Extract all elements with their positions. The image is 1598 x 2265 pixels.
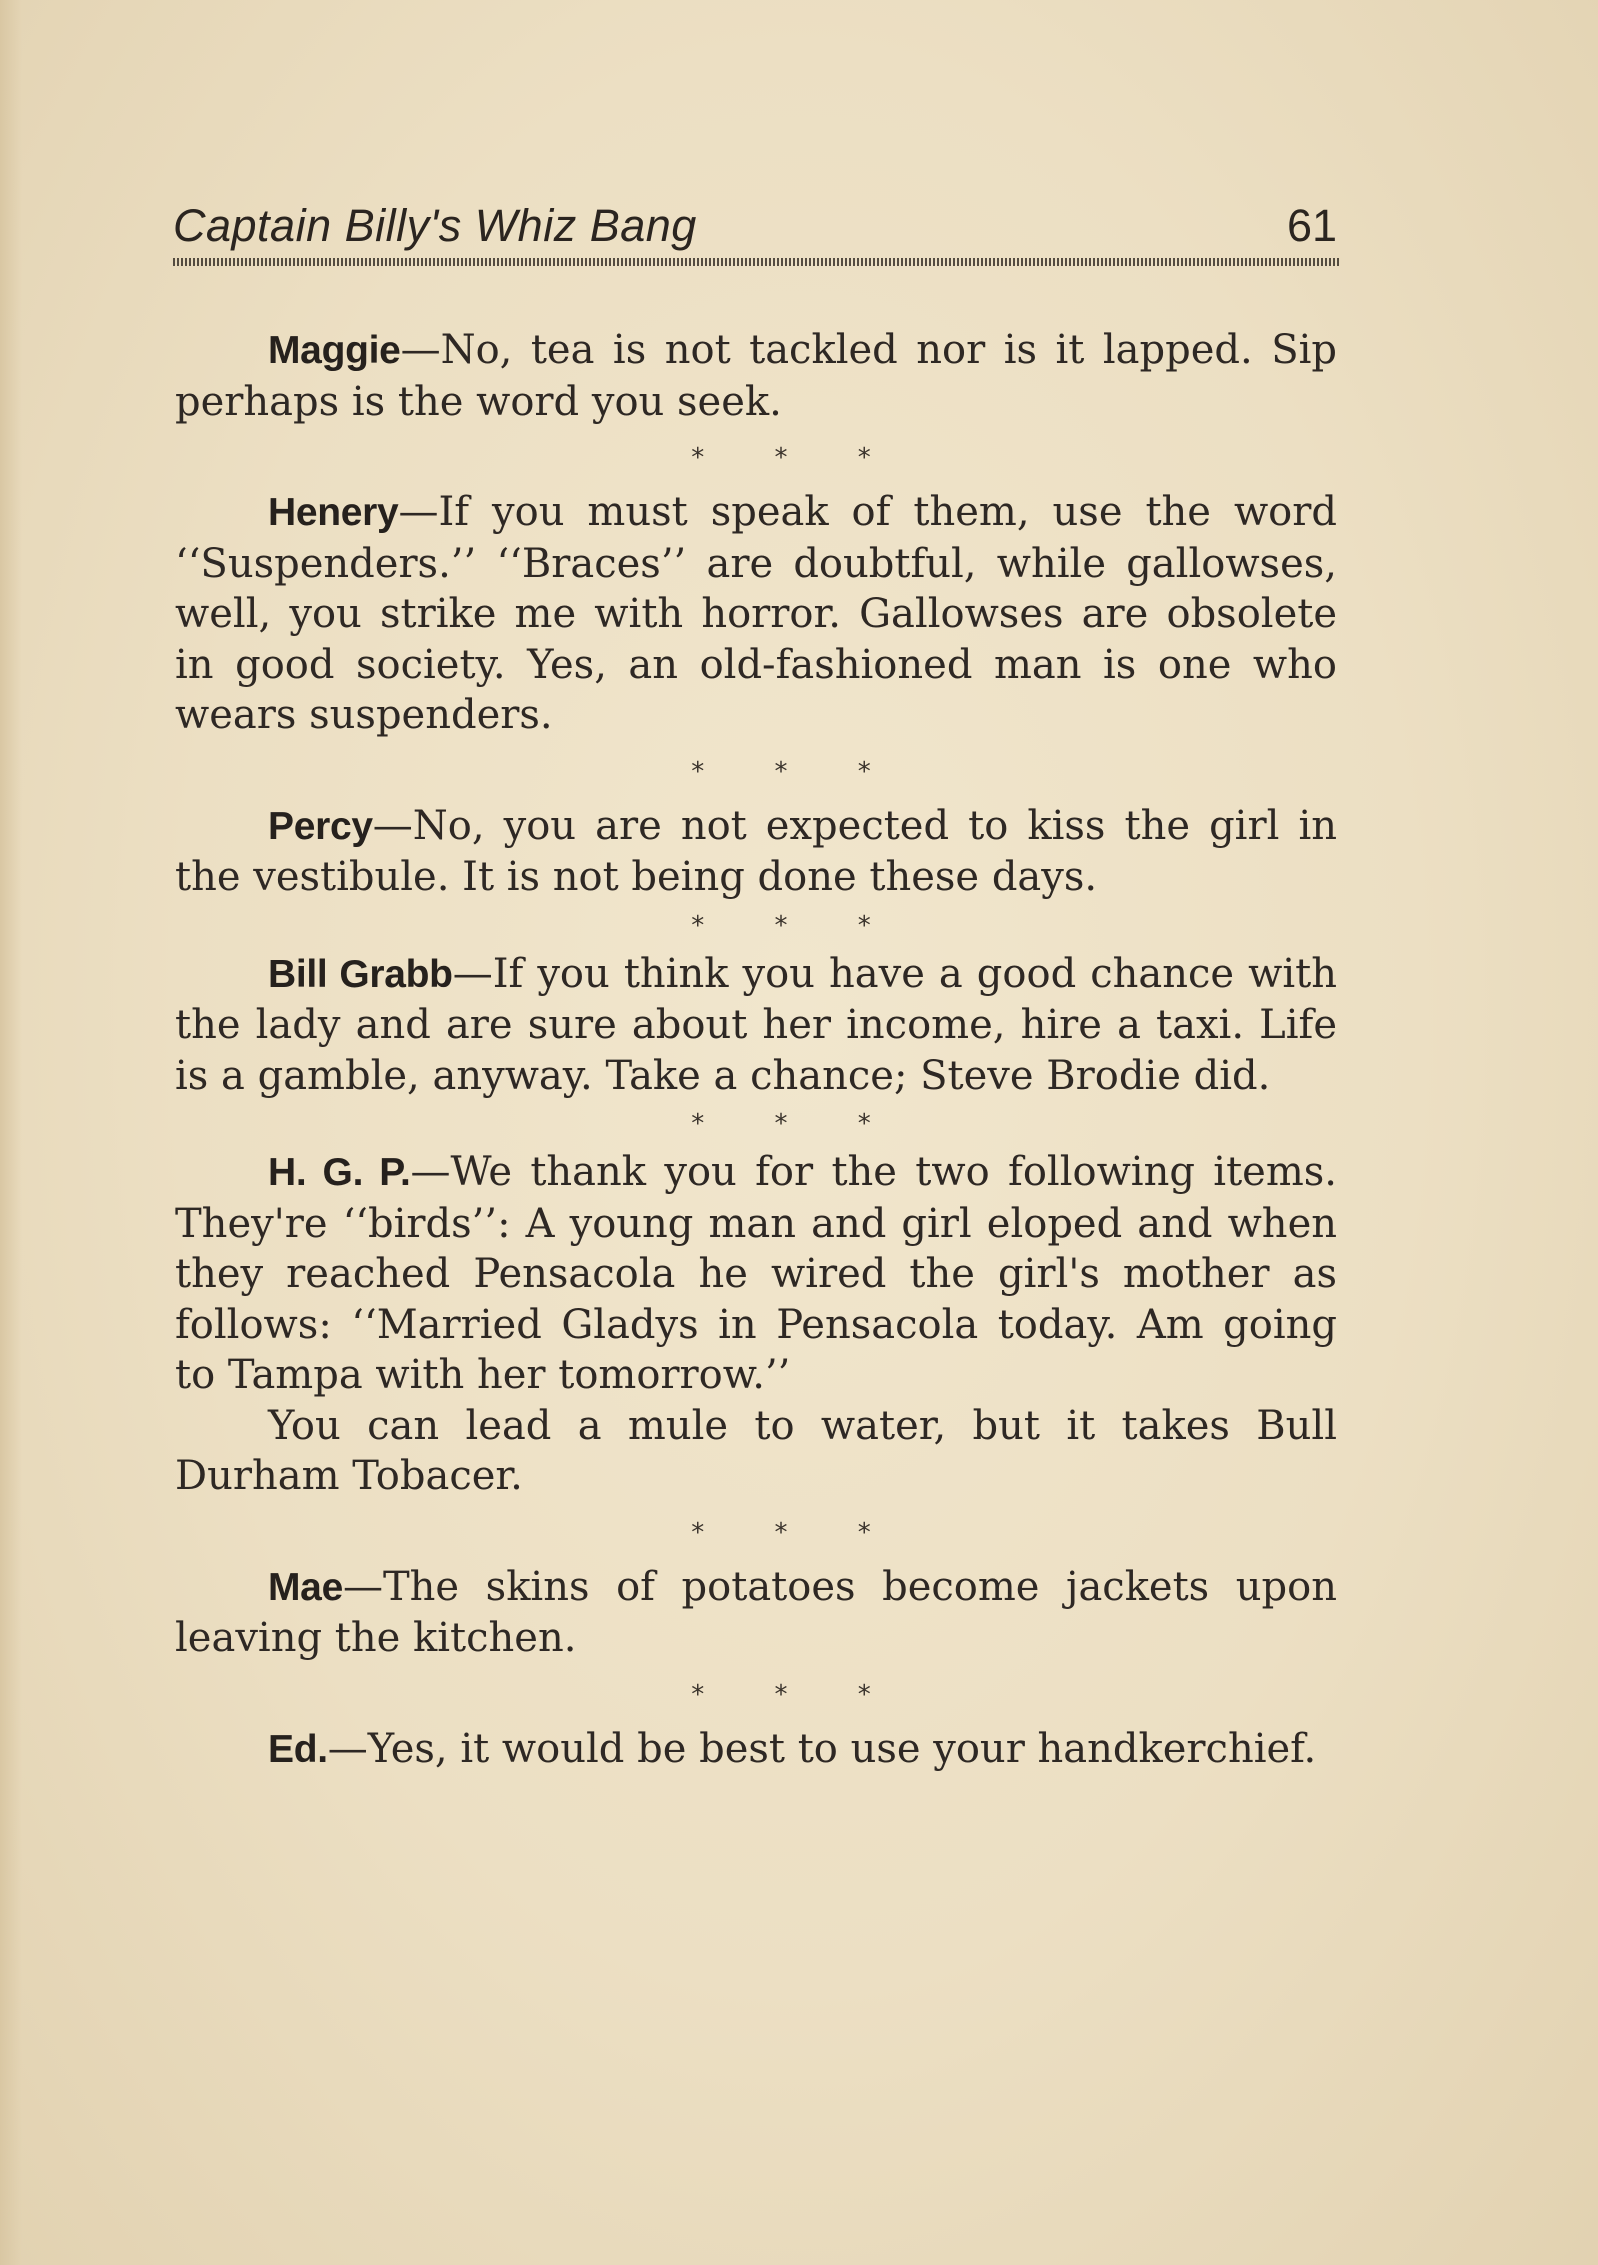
asterism-separator: * * * — [691, 1517, 871, 1548]
entry-hgp — [175, 1147, 1337, 1401]
entry-ed — [175, 1724, 1337, 1776]
entry-hgp-continuation: You can lead a mule to water, but it takes Bull Durham Tobacer. — [175, 1402, 1337, 1499]
asterism-separator: * * * — [691, 910, 871, 941]
publication-title: Captain Billy's Whiz Bang — [173, 200, 697, 251]
entry-text: —Yes, it would be best to use your handkerchief. — [327, 1725, 1317, 1772]
entry-percy — [175, 801, 1337, 903]
entry-text: —No, tea is not tackled nor is it lapped. Sip perhaps is the word you seek. — [175, 327, 1337, 425]
entry-name: Percy — [268, 804, 373, 848]
entry-name: Mae — [268, 1565, 343, 1609]
asterism-separator: * * * — [691, 756, 871, 787]
entry-name: Bill Grabb — [268, 952, 453, 996]
entry-mae — [175, 1562, 1337, 1664]
running-header — [173, 200, 1339, 250]
entry-name: Ed. — [268, 1727, 328, 1771]
asterism-separator: * * * — [691, 1109, 871, 1139]
entry-name: Maggie — [268, 329, 401, 372]
entry-text: —If you must speak of them, use the word ‘‘Suspenders.’’ ‘‘Braces’’ are doubtful, while gallowses, well, you strike me with horror. Gallowses are obsolete in good society. Yes, an old-fashioned man is one who wears suspenders. — [175, 489, 1337, 738]
asterism-separator: * * * — [691, 1679, 871, 1710]
entry-text: —The skins of potatoes become jackets upon leaving the kitchen. — [175, 1563, 1337, 1661]
asterism-separator: * * * — [691, 443, 871, 473]
entry-text: —We thank you for the two following items. They're ‘‘birds’’: A young man and girl eloped and when they reached Pensacola he wired the girl's mother as follows: ‘‘Married Gladys in Pensacola today. Am going to Tampa with her tomorrow.’’ — [175, 1149, 1338, 1398]
entry-name: Henery — [268, 491, 399, 534]
header-rule — [173, 258, 1339, 266]
entry-name: H. G. P. — [268, 1151, 411, 1194]
entry-text: —No, you are not expected to kiss the girl in the vestibule. It is not being done these days. — [175, 802, 1337, 900]
entry-text: —If you think you have a good chance with the lady and are sure about her income, hire a taxi. Life is a gamble, anyway. Take a chance; Steve Brodie did. — [175, 950, 1337, 1099]
entry-maggie — [175, 325, 1337, 427]
entry-bill-grabb — [175, 949, 1337, 1102]
page-number: 61 — [1286, 200, 1337, 251]
entry-henery — [175, 487, 1337, 741]
answers-column — [175, 325, 1337, 1775]
